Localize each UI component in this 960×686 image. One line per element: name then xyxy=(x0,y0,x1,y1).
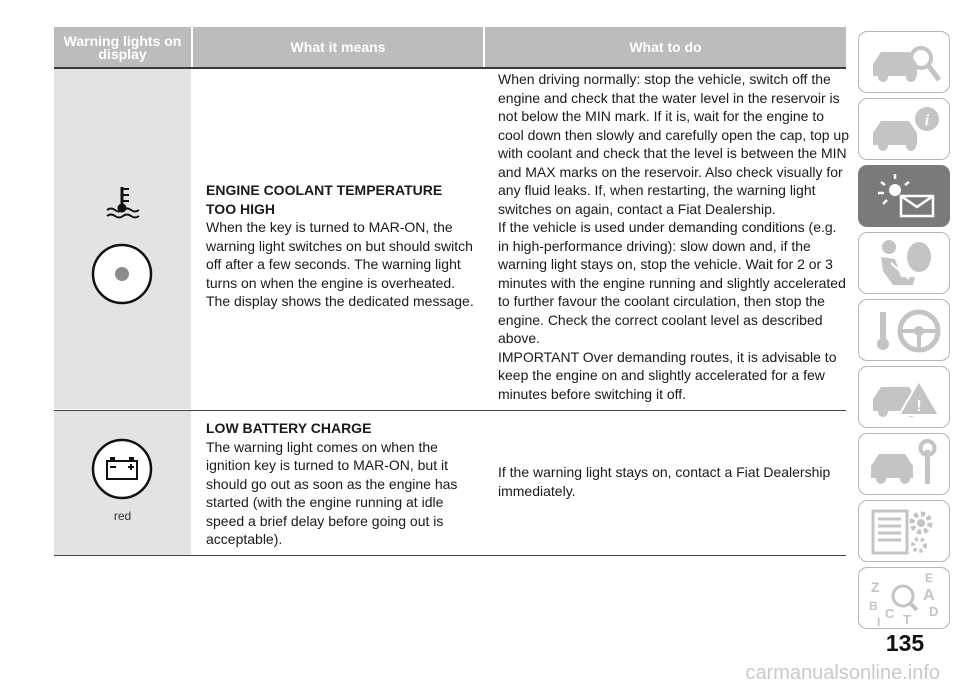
svg-text:T: T xyxy=(903,612,911,627)
sidebar-tab-safety[interactable] xyxy=(858,232,950,294)
svg-text:B: B xyxy=(869,599,878,613)
sidebar-tab-warning-lights[interactable] xyxy=(858,165,950,227)
warning-meaning-text: The warning light comes on when the ignition key is turned to MAR-ON, but it should go out as soon as the engine has started (with the engine running at idle speed a brief delay before going out is acceptable). xyxy=(206,438,458,547)
header-warning-lights: Warning lights on display xyxy=(54,27,191,68)
svg-text:C: C xyxy=(885,606,895,621)
header-what-it-means: What it means xyxy=(193,27,483,68)
warning-light-message-icon xyxy=(859,166,951,228)
engine-coolant-temperature-icon xyxy=(54,69,191,409)
todo-paragraph: IMPORTANT Over demanding routes, it is advisable to keep the engine on and slightly accelerated for a few minutes before switching it off. xyxy=(498,348,837,402)
table-row-todo xyxy=(498,463,850,500)
table-row-todo xyxy=(498,70,850,403)
warning-title: ENGINE COOLANT TEMPERATURE TOO HIGH xyxy=(206,182,443,217)
page-number: 135 xyxy=(885,630,925,656)
svg-text:A: A xyxy=(923,587,935,604)
table-row-icon-cell xyxy=(54,411,191,555)
car-hazard-icon xyxy=(859,367,951,429)
sidebar-tab-car-search[interactable] xyxy=(858,31,950,93)
sidebar-tab-starting-driving[interactable] xyxy=(858,299,950,361)
todo-paragraph: If the vehicle is used under demanding conditions (e.g. in high-performance driving): slow down and, if the warning light stays on, stop the vehicle. Wait for 2 or 3 minutes with the engine running and slightly accelerated to further favour the coolant circulation, then stop the engine. Check the correct coolant level as described above. xyxy=(498,219,846,346)
car-wrench-icon xyxy=(859,434,951,496)
todo-paragraph: If the warning light stays on, contact a Fiat Dealership immediately. xyxy=(498,464,831,499)
table-header-row xyxy=(54,27,846,68)
table-row-meaning xyxy=(206,181,476,311)
table-row-meaning xyxy=(206,419,476,549)
alphabet-index-icon xyxy=(859,568,951,630)
svg-text:D: D xyxy=(929,604,939,619)
sidebar-tab-index[interactable] xyxy=(858,567,950,629)
todo-paragraph: When driving normally: stop the vehicle, switch off the engine and check that the water level in the reservoir is not below the MIN mark. If it is, wait for the engine to cool down then slowly and carefully open the cap, top up with coolant and check that the level is between the MIN and MAX marks on the reservoir. Also check visually for any fluid leaks. If, when restarting, the warning light switches on again, contact a Fiat Dealership. xyxy=(498,71,850,217)
key-steering-wheel-icon xyxy=(859,300,951,362)
sidebar-tab-car-info[interactable] xyxy=(858,98,950,160)
battery-icon xyxy=(54,411,191,555)
sidebar-tab-emergency[interactable] xyxy=(858,366,950,428)
svg-text:Z: Z xyxy=(871,579,880,595)
svg-text:i: i xyxy=(924,112,930,129)
car-search-icon xyxy=(859,32,951,94)
header-what-to-do: What to do xyxy=(485,27,846,68)
warning-light-color-label: red xyxy=(113,509,132,523)
svg-text:I: I xyxy=(877,615,881,629)
list-gear-icon xyxy=(859,501,951,563)
watermark: carmanualsonline.info xyxy=(745,662,940,684)
svg-text:E: E xyxy=(925,571,934,585)
sidebar-tab-servicing[interactable] xyxy=(858,433,950,495)
airbag-passenger-icon xyxy=(859,233,951,295)
svg-text:!: ! xyxy=(916,398,922,415)
sidebar-tab-technical-data[interactable] xyxy=(858,500,950,562)
row-divider xyxy=(54,555,846,556)
table-row-icon-cell xyxy=(54,69,191,409)
warning-title: LOW BATTERY CHARGE xyxy=(206,420,372,436)
warning-meaning-text: When the key is turned to MAR-ON, the warning light switches on but should switch off after a few seconds. The warning light turns on when the engine is overheated. The display shows the dedicated message. xyxy=(206,219,474,309)
car-info-icon xyxy=(859,99,951,161)
